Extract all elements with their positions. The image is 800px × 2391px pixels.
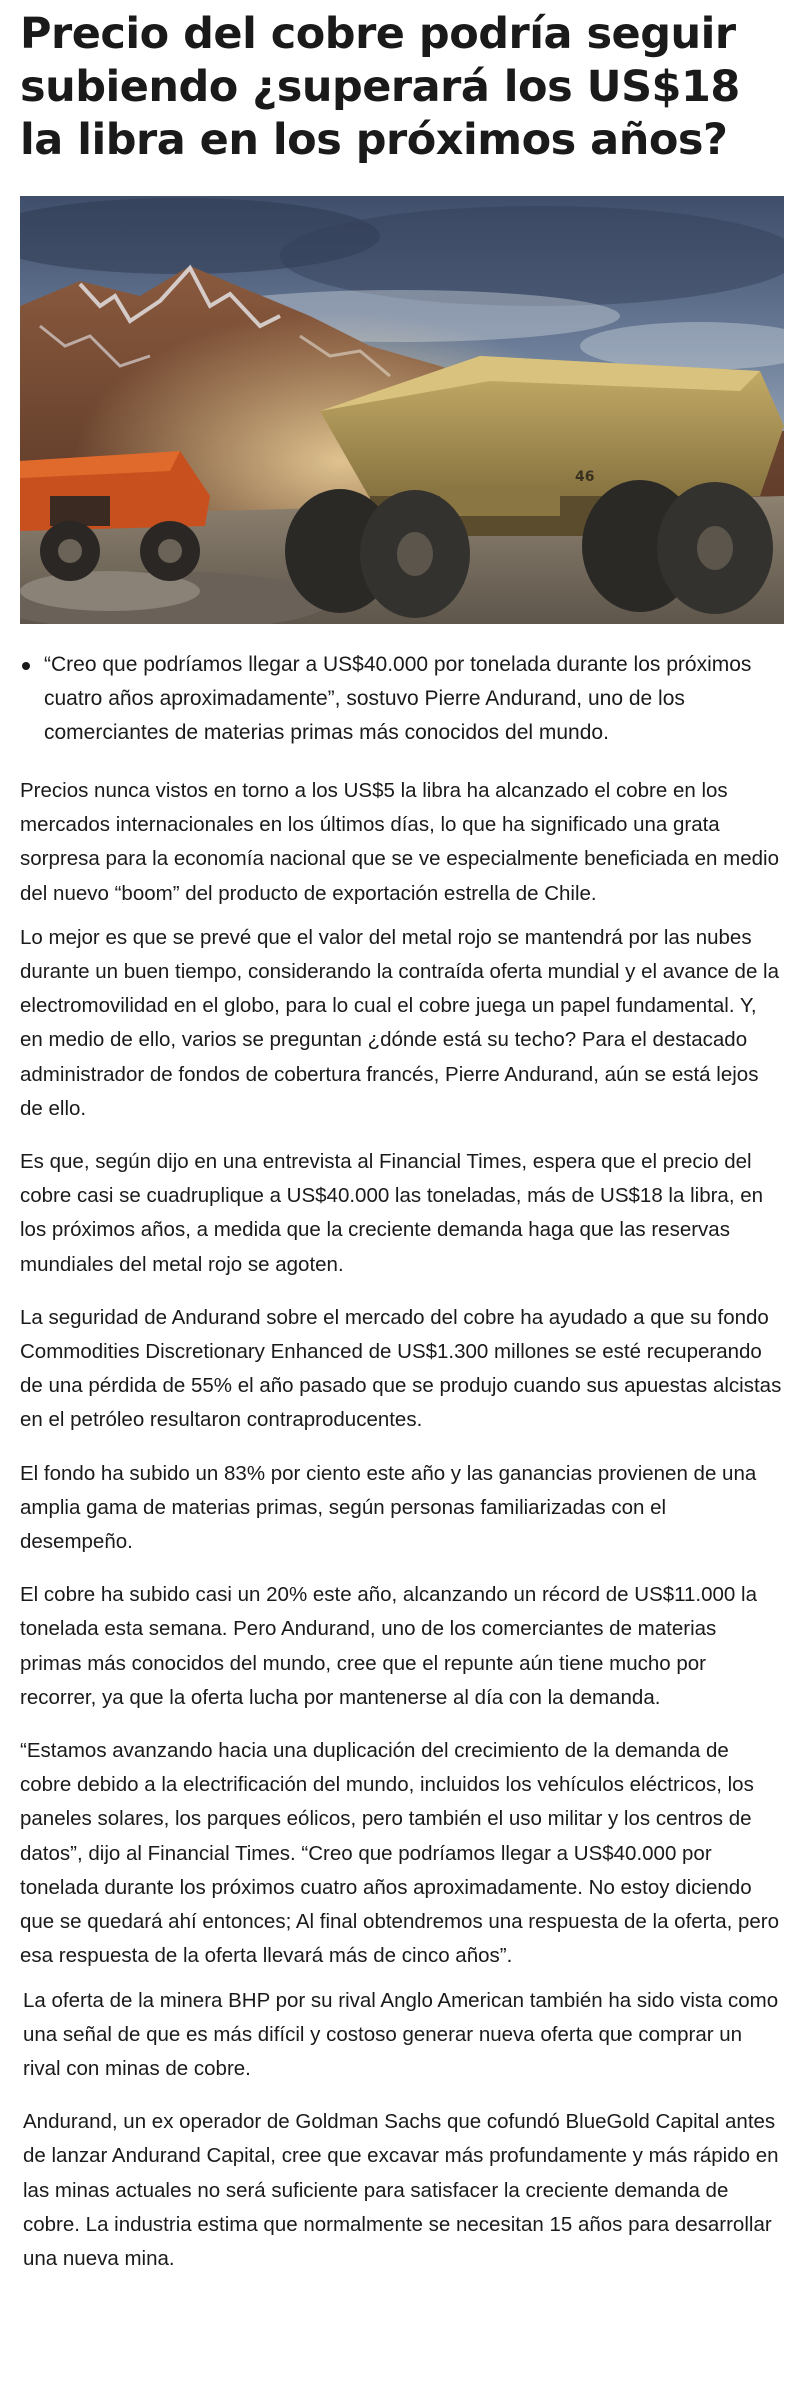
bullet-icon — [22, 662, 30, 670]
article-paragraph: El fondo ha subido un 83% por ciento este año y las ganancias provienen de una amplia gama de materias primas, según personas familiarizadas con el desempeño. — [20, 1461, 757, 1554]
article-title: Precio del cobre podría seguir subiendo ¿superará los US$18 la libra en los próximos años? — [20, 9, 740, 165]
key-point-item — [44, 648, 780, 750]
key-points-list — [20, 648, 780, 750]
hero-image-mining-trucks — [20, 196, 784, 624]
article-paragraph: El cobre ha subido casi un 20% este año, alcanzando un récord de US$11.000 la tonelada esta semana. Pero Andurand, uno de los comerciantes de materias primas más conocidos del mundo, cree que el repunte aún tiene mucho por recorrer, ya que la oferta lucha por mantenerse al día con la demanda. — [20, 1583, 757, 1709]
article-paragraph: La seguridad de Andurand sobre el mercado del cobre ha ayudado a que su fondo Commodities Discretionary Enhanced de US$1.300 millones se esté recuperando de una pérdida de 55% el año pasado que se produjo cuando sus apuestas alcistas en el petróleo resultaron contraproducentes. — [20, 1305, 782, 1432]
truck-number: 46 — [575, 469, 595, 485]
article-paragraph: Lo mejor es que se prevé que el valor del metal rojo se mantendrá por las nubes durante un buen tiempo, considerando la contraída oferta mundial y el avance de la electromovilidad en el globo, para lo cual el cobre juega un papel fundamental. Y, en medio de ello, varios se preguntan ¿dónde está su techo? Para el destacado administrador de fondos de cobertura francés, Pierre Andurand, aún se está lejos de ello. — [20, 925, 780, 1120]
key-point-text: “Creo que podríamos llegar a US$40.000 por tonelada durante los próximos cuatro años aproximadamente”, sostuvo Pierre Andurand, uno de los comerciantes de materias primas más conocidos del mundo. — [44, 653, 752, 744]
article-paragraph: “Estamos avanzando hacia una duplicación del crecimiento de la demanda de cobre debido a la electrificación del mundo, incluidos los vehículos eléctricos, los paneles solares, los parques eólicos, pero también el uso militar y los centros de datos”, dijo al Financial Times. “Creo que podríamos llegar a US$40.000 por tonelada durante los próximos cuatro años aproximadamente. No estoy diciendo que se quedará ahí entonces; Al final obtendremos una respuesta de la oferta, pero esa respuesta de la oferta llevará más de cinco años”. — [20, 1739, 780, 1968]
article-paragraph: Es que, según dijo en una entrevista al Financial Times, espera que el precio del cobre casi se cuadruplique a US$40.000 las toneladas, más de US$18 la libra, en los próximos años, a medida que la creciente demanda haga que las reservas mundiales del metal rojo se agoten. — [20, 1150, 764, 1276]
article-paragraph: Andurand, un ex operador de Goldman Sachs que cofundó BlueGold Capital antes de lanzar Andurand Capital, cree que excavar más profundamente y más rápido en las minas actuales no será suficiente para satisfacer la creciente demanda de cobre. La industria estima que normalmente se necesitan 15 años para desarrollar una nueva mina. — [23, 2110, 779, 2270]
article-body — [20, 774, 782, 2295]
article-paragraph: Precios nunca vistos en torno a los US$5 la libra ha alcanzado el cobre en los mercados internacionales en los últimos días, lo que ha significado una grata sorpresa para la economía nacional que se ve especialmente beneficiada en medio del nuevo “boom” del producto de exportación estrella de Chile. — [20, 779, 779, 905]
article-paragraph: La oferta de la minera BHP por su rival Anglo American también ha sido vista como una señal de que es más difícil y costoso generar nueva oferta que comprar un rival con minas de cobre. — [23, 1988, 779, 2080]
mining-trucks-illustration — [20, 196, 784, 624]
